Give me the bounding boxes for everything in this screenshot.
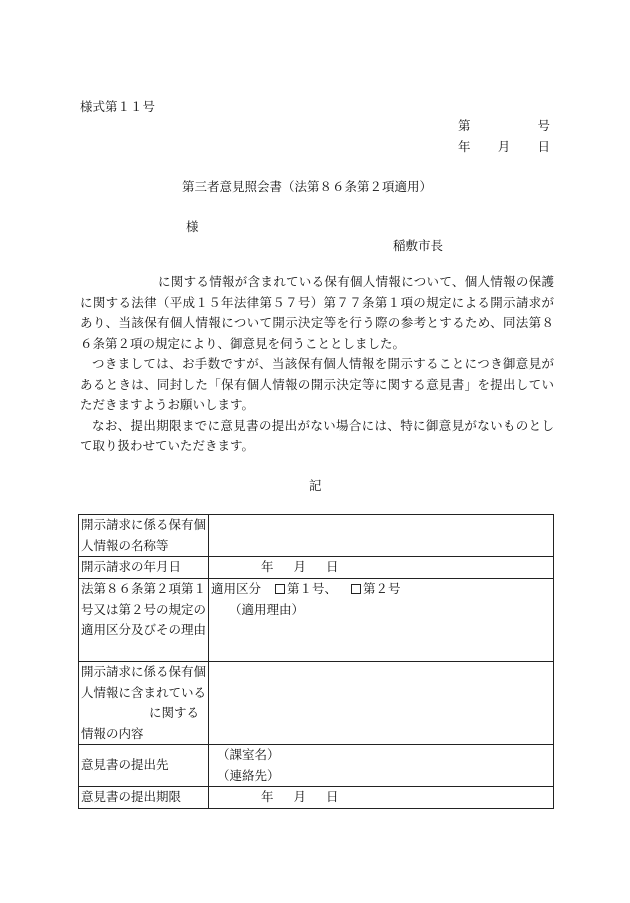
info-content-value bbox=[209, 662, 554, 745]
number-prefix: 第 bbox=[458, 118, 471, 133]
info-content-label bbox=[79, 662, 209, 745]
sender: 稲敷市長 bbox=[393, 238, 444, 253]
addressee: 様 bbox=[186, 219, 199, 234]
option1-checkbox[interactable] bbox=[275, 584, 285, 594]
table-row bbox=[79, 787, 554, 809]
table-row bbox=[79, 515, 554, 557]
body-paragraph-3: なお、提出期限までに意見書の提出がない場合には、特に御意見がないものとして取り扱わせていただきます。 bbox=[80, 417, 554, 453]
category-value bbox=[209, 579, 554, 662]
option2-label: 第２号 bbox=[363, 581, 401, 596]
date-month: 月 bbox=[497, 139, 511, 154]
table-row bbox=[79, 745, 554, 787]
table-row bbox=[79, 579, 554, 662]
info-table bbox=[78, 514, 554, 809]
option2-checkbox[interactable] bbox=[351, 584, 361, 594]
category-label: 法第８６条第２項第１号又は第２号の規定の適用区分及びその理由 bbox=[79, 579, 209, 662]
request-day: 日 bbox=[326, 559, 339, 574]
submit-to-label: 意見書の提出先 bbox=[79, 745, 209, 787]
table-row bbox=[79, 557, 554, 579]
reason-caption: （適用理由） bbox=[229, 601, 305, 617]
body-paragraph-1: に関する情報が含まれている保有個人情報について、個人情報の保護に関する法律（平成１５年法律第５７号）第７７条第１項の規定による開示請求があり、当該保有個人情報について開示決定等を行う際の参考とするため、同法第８６条第２項の規定により、御意見を伺うこととしました。 bbox=[80, 274, 554, 351]
body-paragraph-2: つきましては、お手数ですが、当該保有個人情報を開示することにつき御意見があるときは、同封した「保有個人情報の開示決定等に関する意見書」を提出していただきますようお願いします。 bbox=[80, 356, 554, 412]
document-title: 第三者意見照会書（法第８６条第２項適用） bbox=[182, 179, 433, 194]
request-year: 年 bbox=[261, 559, 274, 574]
office-caption: （課室名） bbox=[217, 747, 280, 762]
number-suffix: 号 bbox=[537, 118, 550, 133]
document-date-line bbox=[458, 137, 550, 155]
deadline-label: 意見書の提出期限 bbox=[79, 787, 209, 809]
submit-to-value bbox=[209, 745, 554, 787]
deadline-month: 月 bbox=[293, 789, 307, 804]
document-number-line bbox=[458, 116, 550, 134]
date-year: 年 bbox=[458, 139, 471, 154]
info-content-label-part2: に関する情報の内容 bbox=[81, 705, 200, 741]
deadline-value bbox=[209, 787, 554, 809]
info-content-label-part1: 開示請求に係る保有個人情報に含まれている bbox=[81, 664, 207, 700]
info-name-value bbox=[209, 515, 554, 557]
table-row bbox=[79, 662, 554, 745]
request-date-value bbox=[209, 557, 554, 579]
date-day: 日 bbox=[537, 139, 550, 154]
deadline-year: 年 bbox=[261, 789, 274, 804]
ki-heading: 記 bbox=[309, 478, 322, 493]
contact-caption: （連絡先） bbox=[217, 767, 280, 783]
info-name-label: 開示請求に係る保有個人情報の名称等 bbox=[79, 515, 209, 557]
deadline-day: 日 bbox=[326, 789, 339, 804]
category-caption: 適用区分 bbox=[211, 581, 262, 596]
request-month: 月 bbox=[293, 559, 307, 574]
request-date-label: 開示請求の年月日 bbox=[79, 557, 209, 579]
form-number: 様式第１１号 bbox=[80, 99, 156, 114]
option1-label: 第１号、 bbox=[287, 581, 338, 596]
body-text bbox=[80, 272, 554, 457]
